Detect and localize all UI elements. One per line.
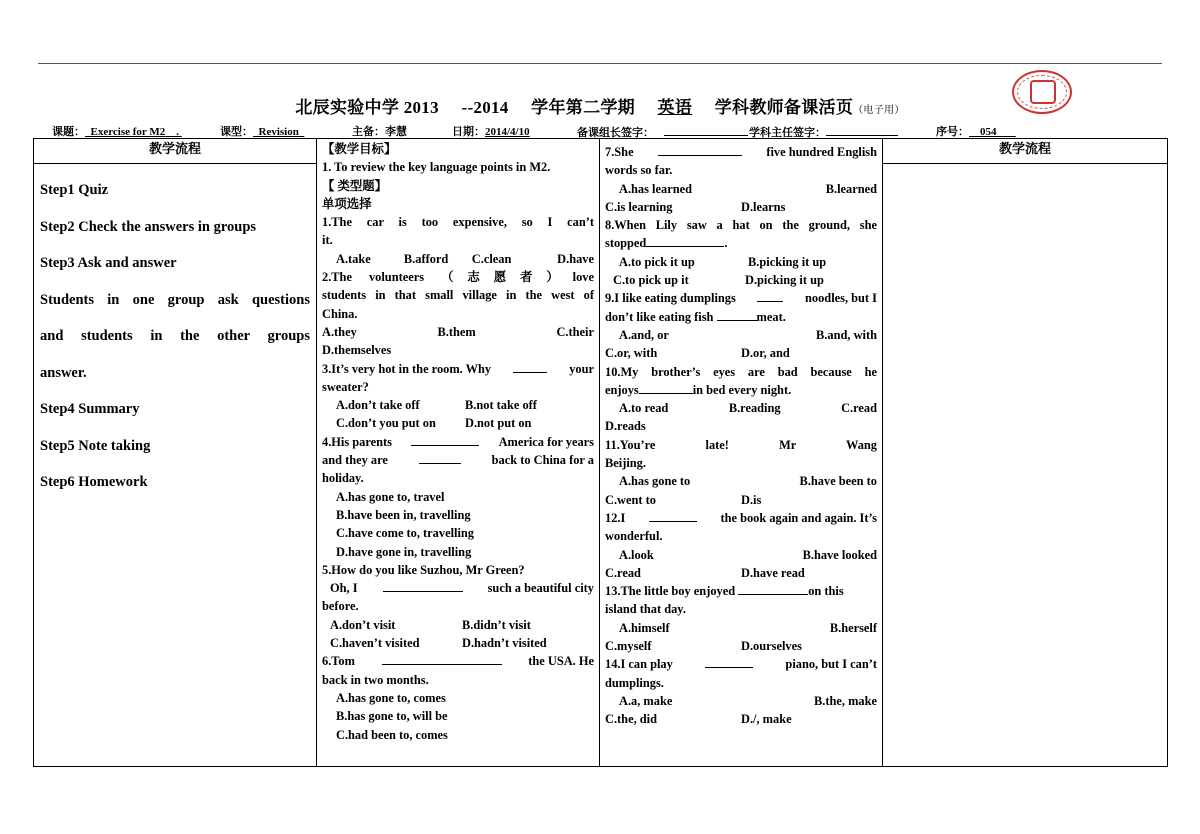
q7-line1: 7.She five hundred English [605, 145, 877, 159]
process-steps [34, 164, 317, 767]
group-sign-line [664, 123, 748, 139]
header-process-left: 教学流程 [34, 139, 317, 164]
q2-line3: China. [322, 306, 358, 321]
q12-line1: 12.I the book again and again. It’s [605, 510, 877, 525]
step-3-detail-1: Students in one group ask questions [40, 291, 310, 308]
q3-line1: 3.It’s very hot in the room. Why your [322, 361, 594, 376]
q2-line1: 2.The volunteers （志愿者）love [322, 270, 594, 285]
q5-options-cd: C.haven’t visited D.hadn’t visited [330, 636, 547, 651]
q7-options-cd: C.is learning D.learns [605, 199, 786, 214]
title-school: 北辰实验中学 2013 [295, 98, 439, 117]
q8-options-cd: C.to pick up it D.picking it up [613, 273, 824, 288]
q10-line1: 10.My brother’s eyes are bad because he [605, 364, 877, 379]
step-4: Step4 Summary [40, 401, 140, 417]
q12-line2: wonderful. [605, 529, 663, 544]
topic-field: 课题： Exercise for M2 . [52, 126, 182, 138]
top-rule [38, 63, 1162, 64]
step-3: Step3 Ask and answer [40, 255, 177, 271]
director-sign-field: 学科主任签字： [749, 123, 898, 140]
q6-line1: 6.Tom the USA. He [322, 654, 594, 669]
type-heading: 【 类型题】 [322, 178, 388, 193]
q11-options-ab: A.has gone to B.have been to [619, 474, 877, 489]
questions-column-left [317, 139, 600, 767]
seal-emblem [1030, 80, 1056, 104]
q5-line2: Oh, I such a beautiful city [330, 581, 594, 596]
q4-option-c: C.have come to, travelling [336, 526, 474, 541]
q6-option-b: B.has gone to, will be [336, 709, 448, 724]
q3-line2: sweater? [322, 379, 369, 394]
process-notes-empty [883, 164, 1168, 767]
q7-line2: words so far. [605, 163, 673, 178]
q14-options-cd: C.the, did D./, make [605, 712, 792, 727]
q10-options-abc: A.to read B.reading C.read [619, 401, 877, 416]
q10-option-d: D.reads [605, 419, 646, 434]
section-heading: 单项选择 [322, 196, 372, 211]
goal-heading: 【教学目标】 [322, 142, 397, 156]
title-subject: 英语 [657, 98, 693, 117]
step-1: Step1 Quiz [40, 182, 109, 198]
q4-option-b: B.have been in, travelling [336, 507, 471, 522]
q6-option-c: C.had been to, comes [336, 727, 448, 742]
q12-options-ab: A.look B.have looked [619, 547, 877, 562]
q14-line1: 14.I can play piano, but I can’t [605, 657, 877, 672]
q5-line3: before. [322, 599, 359, 614]
date-field: 日期：2014/4/10 [452, 126, 530, 138]
q8-options-ab: A.to pick it up B.picking it up [619, 254, 827, 269]
q11-options-cd: C.went to D.is [605, 492, 762, 507]
q3-options-ab: A.don’t take off B.not take off [336, 398, 537, 413]
q6-line2: back in two months. [322, 672, 429, 687]
q2-line2: students in that small village in the west of [322, 288, 594, 303]
q1-options: A.take B.afford C.clean D.have [336, 251, 594, 266]
q9-options-cd: C.or, with D.or, and [605, 346, 790, 361]
q13-options-ab: A.himself B.herself [619, 620, 877, 635]
q3-options-cd: C.don’t you put on D.not put on [336, 416, 532, 431]
title-page-type: 学科教师备课活页 [714, 98, 854, 117]
q2-options: A.they B.them C.their [322, 324, 594, 339]
step-2: Step2 Check the answers in groups [40, 218, 257, 235]
q6-option-a: A.has gone to, comes [336, 690, 446, 705]
type-field: 课型： Revision [220, 126, 299, 138]
q10-line2: enjoys in bed every night. [605, 382, 792, 397]
q1-line1: 1.The car is too expensive, so I can’t [322, 215, 594, 230]
q4-line2: and they are back to China for a [322, 453, 594, 468]
q13-line1: 13.The little boy enjoyed on this [605, 584, 844, 599]
title-term: 学年第二学期 [531, 98, 635, 117]
questions-column-right [600, 139, 883, 767]
q13-line2: island that day. [605, 602, 686, 617]
q2-option-d: D.themselves [322, 343, 392, 358]
serial-field: 序号： 054 [936, 126, 997, 138]
step-3-detail-2: and students in the other groups [40, 328, 310, 344]
school-seal-logo [1012, 70, 1072, 114]
q5-line1: 5.How do you like Suzhou, Mr Green? [322, 562, 525, 577]
lesson-table [33, 138, 1168, 767]
q4-option-a: A.has gone to, travel [336, 489, 445, 504]
step-5: Step5 Note taking [40, 437, 151, 454]
q7-options-ab: A.has learned B.learned [619, 181, 877, 196]
q4-option-d: D.have gone in, travelling [336, 544, 472, 559]
title-note: （电子用） [853, 105, 905, 116]
q4-line1: 4.His parents America for years [322, 434, 594, 449]
title-years: --2014 [461, 98, 509, 117]
q1-line2: it. [322, 233, 333, 248]
step-6: Step6 Homework [40, 474, 148, 490]
q12-options-cd: C.read D.have read [605, 565, 805, 580]
header-process-right: 教学流程 [883, 139, 1168, 164]
q14-options-ab: A.a, make B.the, make [619, 693, 877, 708]
q11-line1: 11.You’re late! Mr Wang [605, 437, 877, 452]
q9-line2: don’t like eating fish meat. [605, 309, 786, 324]
q14-line2: dumplings. [605, 675, 664, 690]
q13-options-cd: C.myself D.ourselves [605, 639, 802, 654]
q11-line2: Beijing. [605, 456, 646, 471]
q8-line1: 8.When Lily saw a hat on the ground, she [605, 218, 877, 233]
q9-options-ab: A.and, or B.and, with [619, 327, 877, 342]
q5-options-ab: A.don’t visit B.didn’t visit [330, 617, 531, 632]
q9-line1: 9.I like eating dumplings noodles, but I [605, 291, 877, 306]
goal-text: 1. To review the key language points in M2. [322, 160, 551, 175]
group-sign-field: 备课组长签字： [577, 127, 654, 139]
step-3-detail-3: answer. [40, 364, 87, 381]
q8-line2: stopped . [605, 236, 728, 251]
topic-value: Exercise for M2 . [90, 126, 182, 138]
q4-line3: holiday. [322, 471, 364, 486]
prep-field: 主备：李慧 [352, 126, 407, 138]
